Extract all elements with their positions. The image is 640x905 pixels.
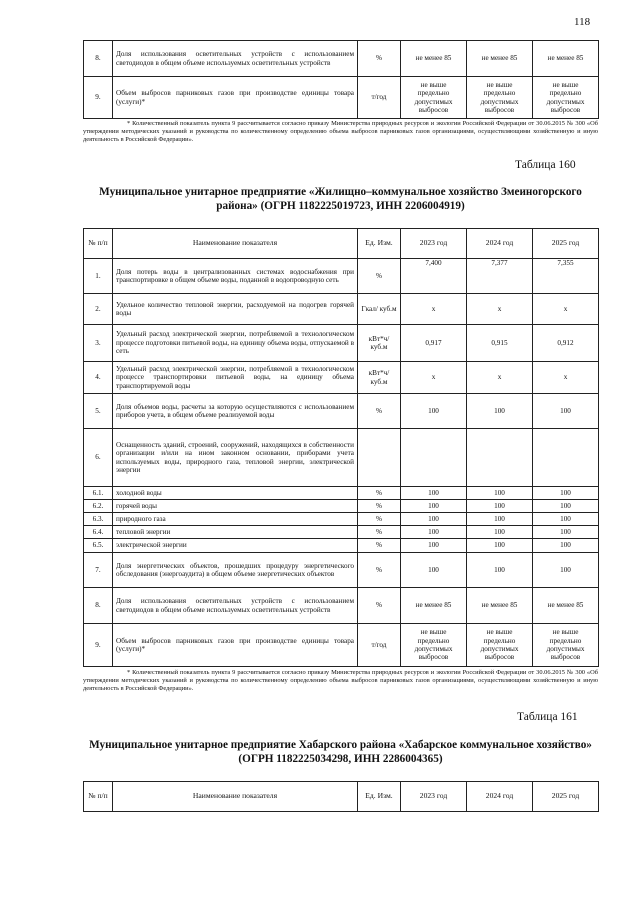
value-2023: не выше предельно допустимых выбросов (401, 77, 467, 119)
table-header-row (84, 782, 599, 812)
table-row (84, 429, 599, 487)
row-number: 2. (84, 294, 113, 325)
indicator-name: Доля использования осветительных устройств с использованием светодиодов в общем объеме используемых осветительных устройств (113, 588, 358, 624)
indicator-name: горячей воды (113, 500, 358, 513)
indicator-name: Удельное количество тепловой энергии, расходуемой на подогрев горячей воды (113, 294, 358, 325)
indicator-name: Доля использования осветительных устройств с использованием светодиодов в общем объеме используемых осветительных устройств (113, 41, 358, 77)
indicator-name: Объем выбросов парниковых газов при производстве единицы товара (услуги)* (113, 624, 358, 667)
page-number: 118 (574, 16, 591, 28)
indicator-name: Доля потерь воды в централизованных системах водоснабжения при транспортировке в общем объеме воды, поданной в водопроводную сеть (113, 259, 358, 294)
value-2025: 100 (533, 394, 599, 429)
unit: Гкал/ куб.м (358, 294, 401, 325)
value-2023: 7,400 (401, 259, 467, 294)
row-number: 7. (84, 553, 113, 588)
value-2025: х (533, 362, 599, 394)
header-2025: 2025 год (533, 782, 599, 812)
value-2025: 7,355 (533, 259, 599, 294)
value-2025: 100 (533, 526, 599, 539)
header-name: Наименование показателя (113, 229, 358, 259)
indicator-name: Оснащенность зданий, строений, сооружений, находящихся в собственности организации и/или на ином законном основании, приборами учета используемых воды, природного газа, тепловой энергии, электрической энергии (113, 429, 358, 487)
row-number: 8. (84, 588, 113, 624)
value-2025 (533, 429, 599, 487)
value-2025: не менее 85 (533, 588, 599, 624)
value-2024: 100 (467, 539, 533, 553)
indicator-name: природного газа (113, 513, 358, 526)
unit: % (358, 41, 401, 77)
indicator-name: Доля энергетических объектов, прошедших процедуру энергетического обследования (энергоаудита) в общем объеме энергетических объектов (113, 553, 358, 588)
value-2025: не выше предельно допустимых выбросов (533, 624, 599, 667)
table-title: Муниципальное унитарное предприятие «Жилищно–коммунальное хозяйство Змеиногорского района» (ОГРН 1182225019723, ИНН 2206004919) (99, 186, 582, 212)
value-2024: х (467, 294, 533, 325)
value-2023: 100 (401, 526, 467, 539)
value-2024: не менее 85 (467, 588, 533, 624)
table-row (84, 624, 599, 667)
top-table (83, 40, 599, 119)
value-2023: 100 (401, 394, 467, 429)
unit: % (358, 487, 401, 500)
value-2023: х (401, 294, 467, 325)
row-number: 6.2. (84, 500, 113, 513)
value-2024 (467, 429, 533, 487)
value-2025: 0,912 (533, 325, 599, 362)
table-row (84, 294, 599, 325)
value-2024: 100 (467, 394, 533, 429)
value-2023: 100 (401, 500, 467, 513)
value-2025: 100 (533, 500, 599, 513)
header-number: № п/п (84, 782, 113, 812)
unit: % (358, 259, 401, 294)
indicator-name: Удельный расход электрической энергии, потребляемой в технологическом процессе подготовки питьевой воды, на единицу объема воды, отпускаемой в сеть (113, 325, 358, 362)
table-row (84, 539, 599, 553)
table-160 (83, 228, 599, 667)
value-2023: 100 (401, 487, 467, 500)
table-row (84, 588, 599, 624)
unit: % (358, 539, 401, 553)
row-number: 6. (84, 429, 113, 487)
footnote: * Количественный показатель пункта 9 рассчитывается согласно приказу Министерства природных ресурсов и экологии Российской Федерации от 30.06.2015 № 300 «Об утверждении методических указаний и руководства по количественному определению объема выбросов парниковых газов организациями, осуществляющими хозяйственную и иную деятельность в Российской Федерации». (83, 669, 598, 693)
indicator-name: тепловой энергии (113, 526, 358, 539)
value-2024: не выше предельно допустимых выбросов (467, 624, 533, 667)
unit: % (358, 513, 401, 526)
value-2025: не менее 85 (533, 41, 599, 77)
unit: т/год (358, 624, 401, 667)
row-number: 5. (84, 394, 113, 429)
unit: т/год (358, 77, 401, 119)
row-number: 6.4. (84, 526, 113, 539)
value-2024: не выше предельно допустимых выбросов (467, 77, 533, 119)
header-2024: 2024 год (467, 782, 533, 812)
unit: кВт*ч/ куб.м (358, 362, 401, 394)
row-number: 6.5. (84, 539, 113, 553)
row-number: 1. (84, 259, 113, 294)
unit: % (358, 526, 401, 539)
table-title: Муниципальное унитарное предприятие Хабарского района «Хабарское коммунальное хозяйство» (ОГРН 1182225034298, ИНН 2286004365) (89, 739, 592, 765)
header-name: Наименование показателя (113, 782, 358, 812)
table-row (84, 500, 599, 513)
indicator-name: Доля объемов воды, расчеты за которую осуществляются с использованием приборов учета, в общем объеме реализуемой воды (113, 394, 358, 429)
indicator-name: Объем выбросов парниковых газов при производстве единицы товара (услуги)* (113, 77, 358, 119)
indicator-name: электрической энергии (113, 539, 358, 553)
table-161 (83, 781, 599, 812)
value-2023: 100 (401, 513, 467, 526)
header-unit: Ед. Изм. (358, 229, 401, 259)
value-2023: не менее 85 (401, 41, 467, 77)
table-row (84, 77, 599, 119)
header-number: № п/п (84, 229, 113, 259)
value-2023: 0,917 (401, 325, 467, 362)
value-2025: 100 (533, 553, 599, 588)
table-row (84, 41, 599, 77)
value-2024: 100 (467, 500, 533, 513)
unit: % (358, 500, 401, 513)
header-2025: 2025 год (533, 229, 599, 259)
footnote: * Количественный показатель пункта 9 рассчитывается согласно приказу Министерства природных ресурсов и экологии Российской Федерации от 30.06.2015 № 300 «Об утверждении методических указаний и руководства по количественному определению объема выбросов парниковых газов организациями, осуществляющими хозяйственную и иную деятельность в Российской Федерации». (83, 120, 598, 144)
value-2024: х (467, 362, 533, 394)
header-2023: 2023 год (401, 229, 467, 259)
value-2023 (401, 429, 467, 487)
table-row (84, 362, 599, 394)
value-2024: 100 (467, 513, 533, 526)
header-2023: 2023 год (401, 782, 467, 812)
value-2024: 100 (467, 487, 533, 500)
row-number: 4. (84, 362, 113, 394)
row-number: 9. (84, 77, 113, 119)
value-2024: 7,377 (467, 259, 533, 294)
table-row (84, 513, 599, 526)
table-header-row (84, 229, 599, 259)
value-2025: не выше предельно допустимых выбросов (533, 77, 599, 119)
table-caption: Таблица 160 (515, 159, 576, 171)
table-caption: Таблица 161 (517, 711, 578, 723)
unit: % (358, 553, 401, 588)
value-2023: не менее 85 (401, 588, 467, 624)
table-row (84, 487, 599, 500)
unit: % (358, 588, 401, 624)
row-number: 6.1. (84, 487, 113, 500)
unit: кВт*ч/ куб.м (358, 325, 401, 362)
value-2023: 100 (401, 539, 467, 553)
value-2024: 0,915 (467, 325, 533, 362)
table-row (84, 259, 599, 294)
row-number: 3. (84, 325, 113, 362)
header-unit: Ед. Изм. (358, 782, 401, 812)
value-2023: 100 (401, 553, 467, 588)
value-2025: х (533, 294, 599, 325)
row-number: 9. (84, 624, 113, 667)
table-row (84, 526, 599, 539)
row-number: 8. (84, 41, 113, 77)
unit: % (358, 394, 401, 429)
row-number: 6.3. (84, 513, 113, 526)
value-2023: не выше предельно допустимых выбросов (401, 624, 467, 667)
value-2025: 100 (533, 513, 599, 526)
value-2025: 100 (533, 487, 599, 500)
table-row (84, 325, 599, 362)
value-2023: х (401, 362, 467, 394)
indicator-name: холодной воды (113, 487, 358, 500)
indicator-name: Удельный расход электрической энергии, потребляемой в технологическом процессе транспортировки питьевой воды, на единицу объема транспортируемой воды (113, 362, 358, 394)
value-2024: 100 (467, 553, 533, 588)
table-row (84, 394, 599, 429)
header-2024: 2024 год (467, 229, 533, 259)
value-2024: не менее 85 (467, 41, 533, 77)
table-row (84, 553, 599, 588)
value-2024: 100 (467, 526, 533, 539)
value-2025: 100 (533, 539, 599, 553)
unit (358, 429, 401, 487)
